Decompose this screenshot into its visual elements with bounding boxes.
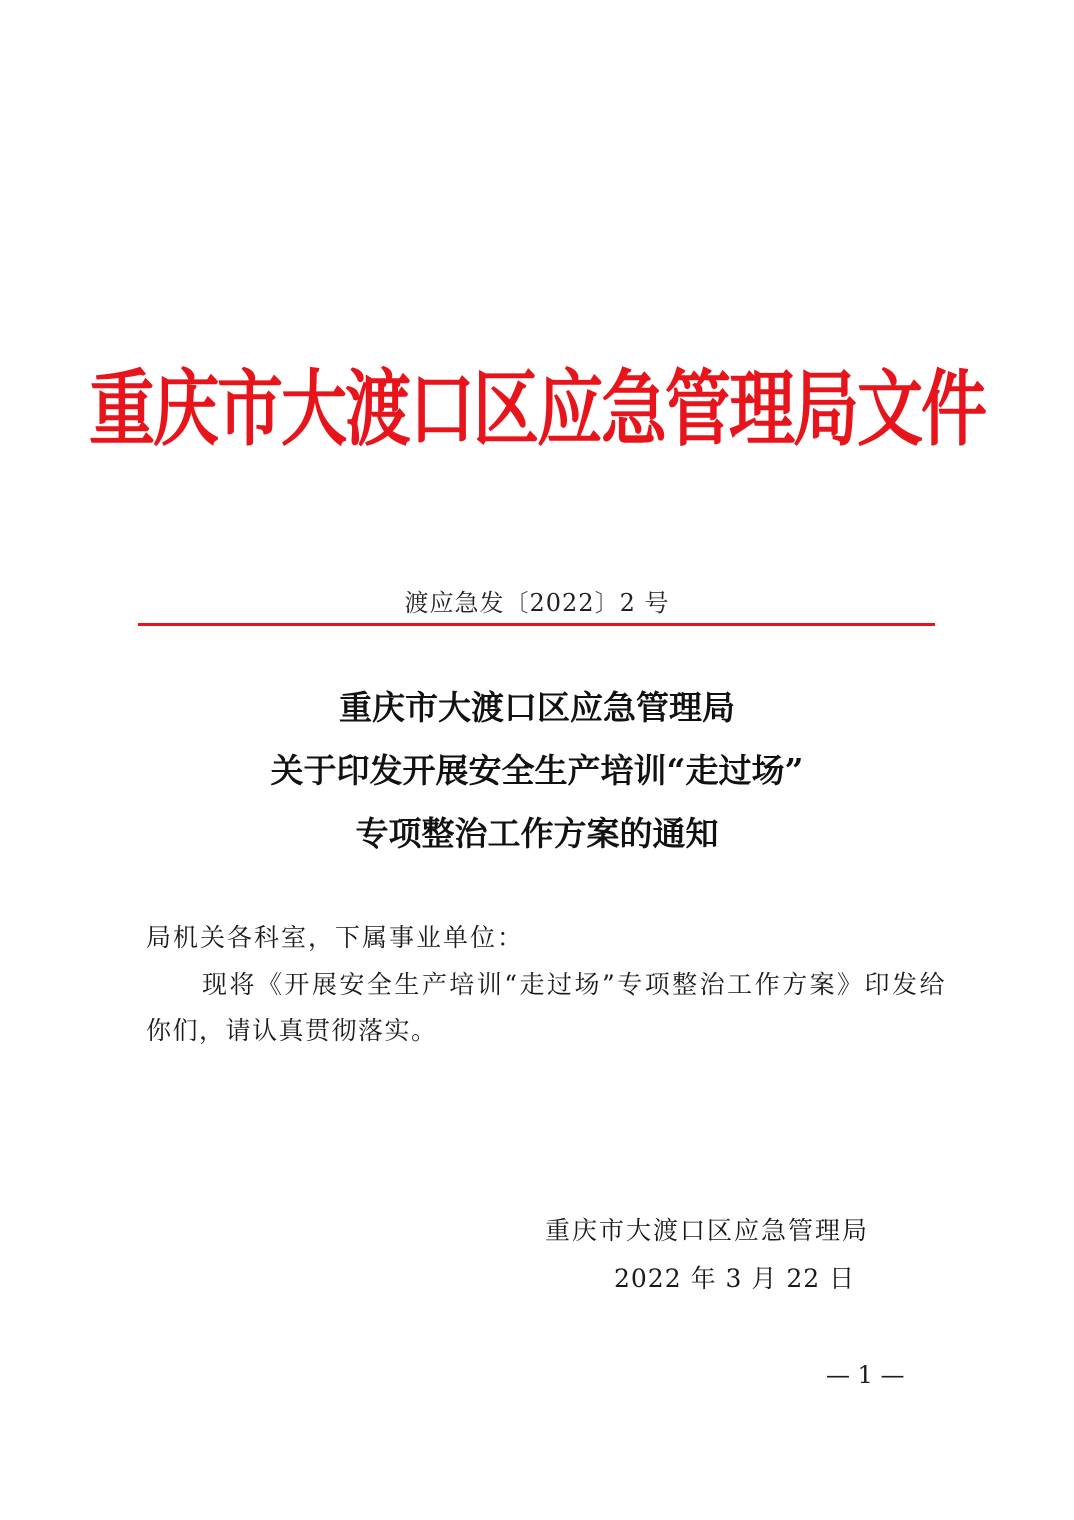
- signature-date: 2022 年 3 月 22 日: [614, 1264, 856, 1293]
- body-paragraph: 现将《开展安全生产培训“走过场”专项整治工作方案》印发给你们，请认真贯彻落实。: [146, 970, 946, 1045]
- salutation: 局机关各科室，下属事业单位：: [146, 923, 525, 952]
- signature-organization: 重庆市大渡口区应急管理局: [545, 1216, 870, 1245]
- page-number: — 1 —: [826, 1361, 905, 1389]
- red-divider-line: [138, 623, 935, 626]
- title-line-3: 专项整治工作方案的通知: [355, 814, 719, 853]
- document-title: [0, 676, 1074, 865]
- masthead-title: 重庆市大渡口区应急管理局文件: [89, 361, 985, 458]
- title-line-1: 重庆市大渡口区应急管理局: [339, 688, 735, 727]
- document-number: 渡应急发〔2022〕2 号: [404, 589, 670, 617]
- title-line-2: 关于印发开展安全生产培训“走过场”: [270, 751, 804, 790]
